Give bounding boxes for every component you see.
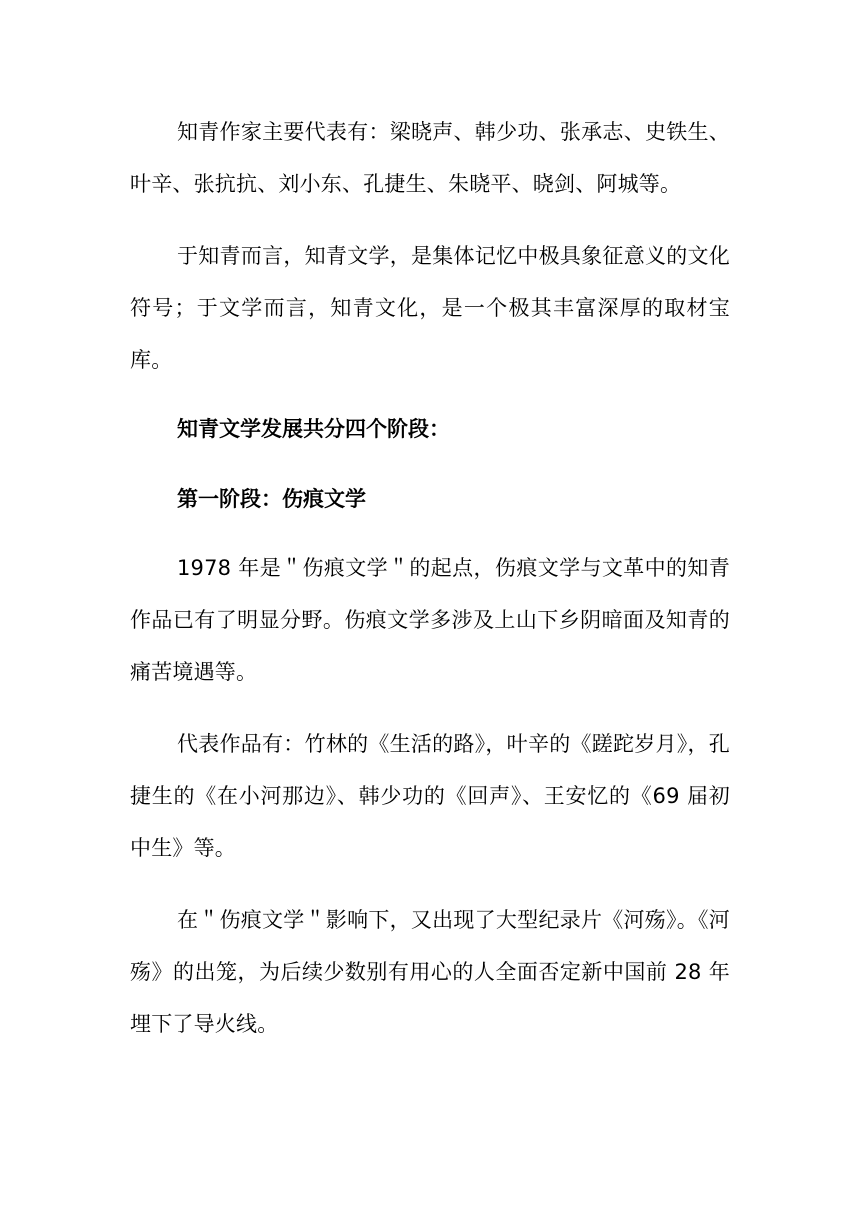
- paragraph-writers: 知青作家主要代表有：梁晓声、韩少功、张承志、史铁生、叶辛、张抗抗、刘小东、孔捷生、朱晓平、晓剑、阿城等。: [130, 120, 730, 196]
- document-body: [130, 106, 730, 1050]
- stage-one-heading: 第一阶段：伤痕文学: [177, 487, 366, 511]
- paragraph-stage-one-intro: 1978 年是＂伤痕文学＂的起点，伤痕文学与文革中的知青作品已有了明显分野。伤痕文学多涉及上山下乡阴暗面及知青的痛苦境遇等。: [130, 556, 730, 684]
- paragraph-significance: 于知青而言，知青文学，是集体记忆中极具象征意义的文化符号；于文学而言，知青文化，是一个极其丰富深厚的取材宝库。: [130, 244, 730, 372]
- paragraph-stage-one-works: 代表作品有：竹林的《生活的路》，叶辛的《蹉跎岁月》，孔捷生的《在小河那边》、韩少功的《回声》、王安忆的《69 届初中生》等。: [130, 732, 730, 860]
- paragraph-stage-one-heshang: 在＂伤痕文学＂影响下，又出现了大型纪录片《河殇》。《河殇》的出笼，为后续少数别有用心的人全面否定新中国前 28 年埋下了导火线。: [130, 908, 730, 1036]
- stage-heading: 知青文学发展共分四个阶段：: [177, 417, 450, 441]
